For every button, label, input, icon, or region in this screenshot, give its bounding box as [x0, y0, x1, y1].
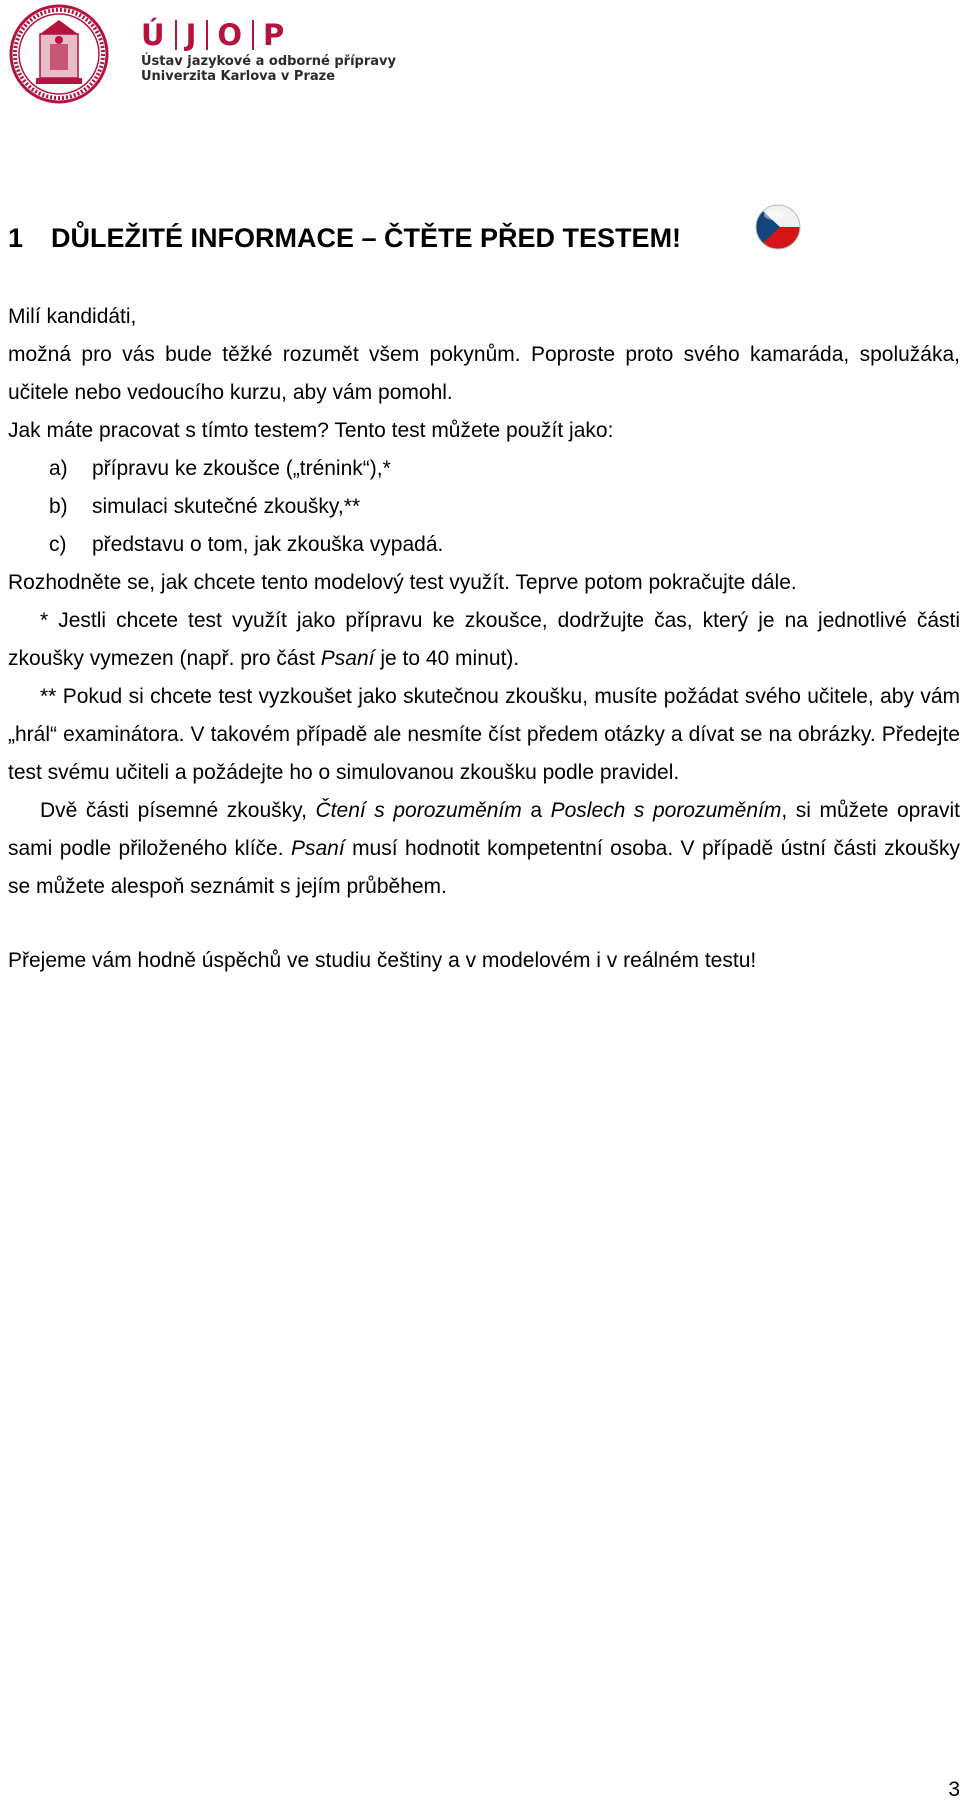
list-item-text: přípravu ke zkoušce („trénink“),* — [92, 457, 391, 480]
logo-letter-p: P — [263, 18, 286, 52]
writing-section-name: Psaní — [290, 837, 345, 860]
list-item — [8, 526, 960, 564]
university-seal-logo — [6, 4, 112, 104]
reading-section-name: Čtení s porozuměním — [315, 799, 522, 822]
question-text: Jak máte pracovat s tímto testem? — [8, 419, 329, 442]
question-answer: Tento test můžete použít jako: — [328, 419, 614, 442]
page-number: 3 — [948, 1778, 960, 1801]
note-practice-text-end: je to 40 minut). — [374, 647, 520, 670]
logo-letter-u: Ú — [141, 18, 166, 52]
section-title: DŮLEŽITÉ INFORMACE – ČTĚTE PŘED TESTEM! — [51, 223, 682, 253]
list-item-text: simulaci skutečné zkoušky,** — [92, 495, 361, 518]
list-item — [8, 450, 960, 488]
written-parts-text: a — [521, 799, 551, 822]
usage-options-list — [8, 450, 960, 564]
logo-acronym — [141, 16, 396, 54]
czech-flag-icon — [754, 203, 802, 251]
list-item-text: představu o tom, jak zkouška vypadá. — [92, 533, 444, 556]
note-practice-emphasis: Psaní — [320, 647, 375, 670]
greeting: Milí kandidáti, — [8, 305, 137, 328]
written-parts-text: musí hodnotit kompetentní osoba. V případě ústní části zkoušky se můžete alespoň seznámit s jejím průběhem. — [8, 837, 960, 898]
note-simulation: ** Pokud si chcete test vyzkoušet jako skutečnou zkoušku, musíte požádat svého učitele, aby vám „hrál“ examinátora. V takovém případě ale nesmíte číst předem otázky a dívat se na obrázky. Předejte test svému učiteli a požádejte ho o simulovanou zkoušku podle pravidel. — [8, 685, 960, 784]
paragraph-written-parts — [8, 792, 960, 906]
logo-letter-j: J — [185, 18, 198, 52]
list-item — [8, 488, 960, 526]
note-practice — [8, 602, 960, 678]
closing-wish: Přejeme vám hodně úspěchů ve studiu češtiny a v modelovém i v reálném testu! — [8, 949, 757, 972]
list-item-label: a) — [49, 457, 68, 480]
list-item-label: c) — [49, 533, 67, 556]
listening-section-name: Poslech s porozuměním — [550, 799, 782, 822]
decide-paragraph: Rozhodněte se, jak chcete tento modelový test využít. Teprve potom pokračujte dále. — [8, 571, 797, 594]
written-parts-text: , si můžete opravit sami podle přiloženého klíče. — [8, 799, 960, 860]
logo-letter-o: O — [217, 18, 244, 52]
logo-institute-name: Ústav jazykové a odborné přípravy — [141, 54, 396, 69]
section-heading — [8, 221, 681, 255]
logo-university-name: Univerzita Karlova v Praze — [141, 69, 336, 84]
list-item-label: b) — [49, 495, 68, 518]
question-line — [8, 412, 960, 450]
note-practice-text: * Jestli chcete test využít jako přípravu ke zkoušce, dodržujte čas, který je na jednotlivé části zkoušky vymezen (např. pro část — [8, 609, 960, 670]
paragraph-ask-help: možná pro vás bude těžké rozumět všem pokynům. Poproste proto svého kamaráda, spolužáka, učitele nebo vedoucího kurzu, aby vám pomohl. — [8, 343, 960, 404]
institute-logo — [141, 16, 396, 84]
instructions-body — [8, 298, 960, 980]
section-number: 1 — [8, 223, 24, 253]
written-parts-text: Dvě části písemné zkoušky, — [40, 799, 316, 822]
